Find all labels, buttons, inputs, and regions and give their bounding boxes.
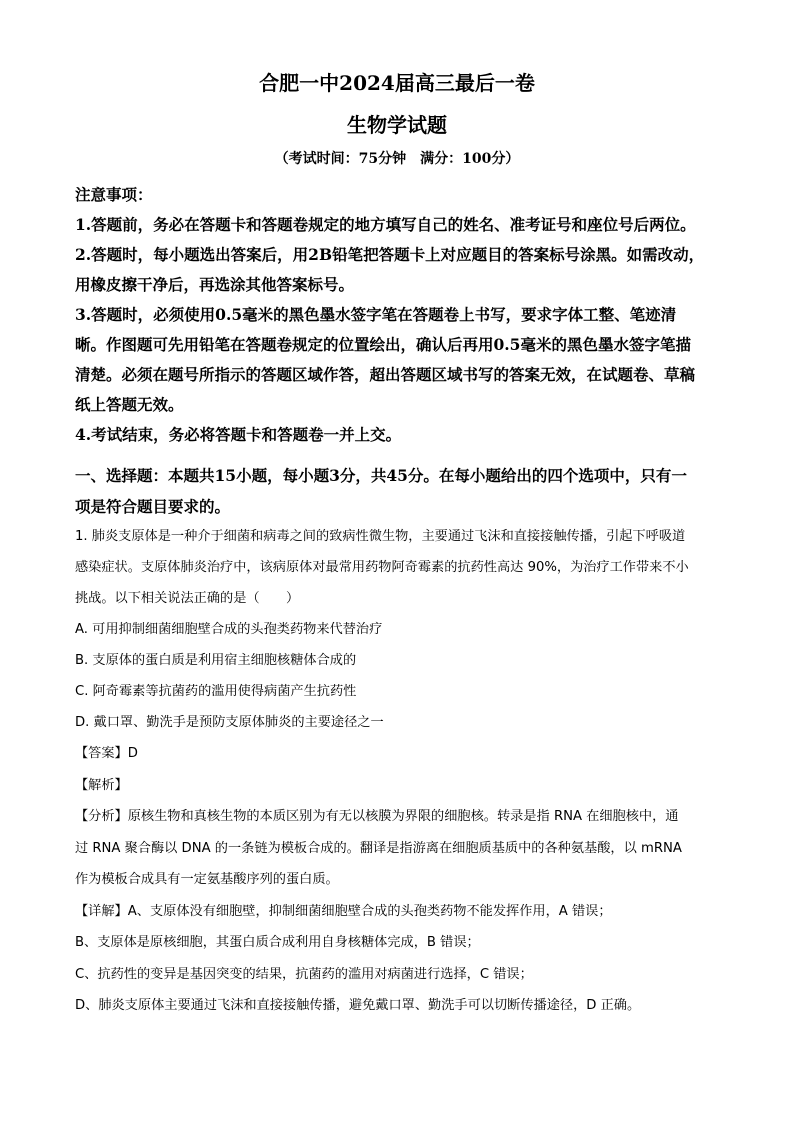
question-1	[75, 521, 725, 738]
analysis-heading: 【解析】	[75, 777, 128, 793]
section-line: 一、选择题：本题共15小题，每小题3分，共45分。在每小题给出的四个选项中，只有一	[75, 466, 687, 485]
notes-line: 用橡皮擦干净后，再选涂其他答案标号。	[75, 275, 355, 294]
notes-line: 清楚。必须在题号所指示的答题区域作答，超出答题区域书写的答案无效，在试题卷、草稿	[75, 365, 696, 384]
answer-block	[75, 738, 725, 1022]
subject-title: 生物学试题	[347, 113, 447, 137]
question-stem-line: 感染症状。支原体肺炎治疗中，该病原体对最常用药物阿奇霉素的抗药性高达 90%，为治疗工作带来不小	[75, 560, 689, 575]
notes-line: 1.答题前，务必在答题卡和答题卷规定的地方填写自己的姓名、准考证号和座位号后两位。	[75, 215, 696, 234]
notes-line: 纸上答题无效。	[75, 395, 184, 414]
option-b: B. 支原体的蛋白质是利用宿主细胞核糖体合成的	[75, 653, 357, 668]
analysis-line: 作为模板合成具有一定氨基酸序列的蛋白质。	[75, 872, 339, 887]
detail-line: B、支原体是原核细胞，其蛋白质合成利用自身核糖体完成，B 错误；	[75, 935, 480, 950]
notes-line: 2.答题时，每小题选出答案后，用2B铅笔把答题卡上对应题目的答案标号涂黑。如需改动，	[75, 245, 705, 264]
analysis-line: 过 RNA 聚合酶以 DNA 的一条链为模板合成的。翻译是指游离在细胞质基质中的各种氨基酸，以 mRNA	[75, 840, 682, 856]
detail-line: D、肺炎支原体主要通过飞沫和直接接触传播，避免戴口罩、勤洗手可以切断传播途径，D 正确。	[75, 998, 641, 1013]
notes-line: 3.答题时，必须使用0.5毫米的黑色墨水签字笔在答题卷上书写，要求字体工整、笔迹清	[75, 305, 677, 324]
exam-title: 合肥一中2024届高三最后一卷	[259, 71, 535, 95]
option-d: D. 戴口罩、勤洗手是预防支原体肺炎的主要途径之一	[75, 715, 384, 730]
detail-line: C、抗药性的变异是基因突变的结果，抗菌药的滥用对病菌进行选择，C 错误；	[75, 966, 533, 982]
exam-info: （考试时间：75分钟 满分：100分）	[274, 151, 520, 167]
notes-line: 晰。作图题可先用铅笔在答题卷规定的位置绘出，确认后再用0.5毫米的黑色墨水签字笔描	[75, 335, 691, 354]
notes-line: 4.考试结束，务必将答题卡和答题卷一并上交。	[75, 425, 402, 444]
notes-block	[75, 180, 725, 450]
question-stem-line: 1. 肺炎支原体是一种介于细菌和病毒之间的致病性微生物，主要通过飞沫和直接接触传播，引起下呼吸道	[75, 529, 686, 544]
analysis-line: 【分析】原核生物和真核生物的本质区别为有无以核膜为界限的细胞核。转录是指 RNA 在细胞核中，通	[75, 809, 679, 824]
notes-heading: 注意事项：	[75, 185, 153, 204]
answer-line: 【答案】D	[75, 746, 138, 761]
option-a: A. 可用抑制细菌细胞壁合成的头孢类药物来代替治疗	[75, 622, 383, 637]
question-stem-line: 挑战。以下相关说法正确的是（ ）	[75, 591, 300, 606]
section-heading	[75, 460, 725, 522]
section-line: 项是符合题目要求的。	[75, 497, 231, 516]
detail-line: 【详解】A、支原体没有细胞壁，抑制细菌细胞壁合成的头孢类药物不能发挥作用，A 错误；	[75, 903, 612, 919]
option-c: C. 阿奇霉素等抗菌药的滥用使得病菌产生抗药性	[75, 684, 357, 699]
